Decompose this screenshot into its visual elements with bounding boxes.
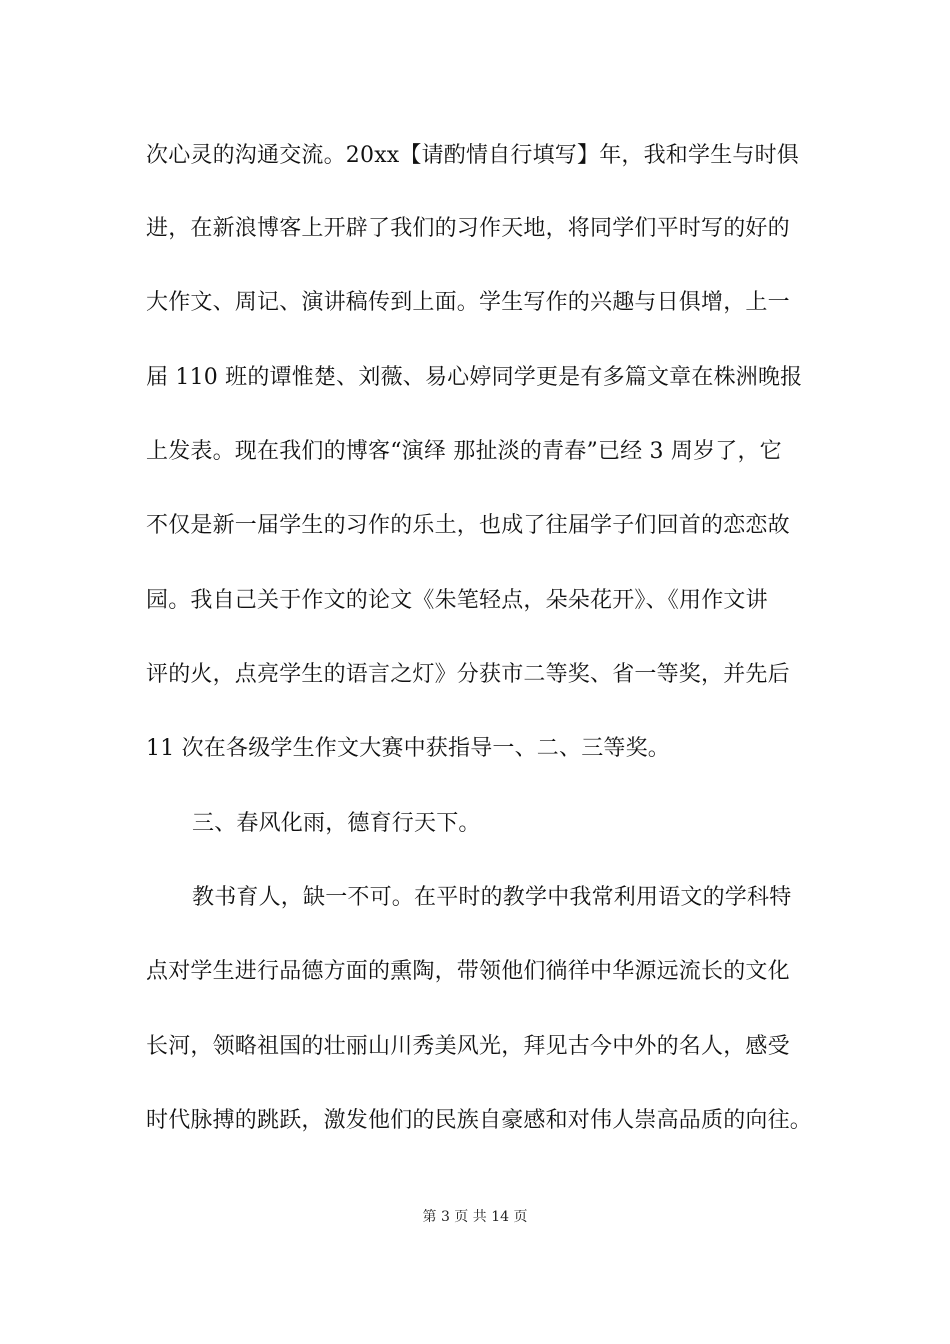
body-text-line: 届 110 班的谭惟楚、刘薇、易心婷同学更是有多篇文章在株洲晚报 — [146, 365, 803, 390]
body-text-line: 进，在新浪博客上开辟了我们的习作天地，将同学们平时写的好的 — [146, 216, 790, 241]
body-text-line: 大作文、周记、演讲稿传到上面。学生写作的兴趣与日俱增，上一 — [146, 290, 790, 315]
body-text-line: 上发表。现在我们的博客“演绎 那扯淡的青春”已经 3 周岁了，它 — [146, 439, 782, 464]
body-text-line: 教书育人，缺一不可。在平时的教学中我常利用语文的学科特 — [192, 885, 792, 910]
body-text-line: 点对学生进行品德方面的熏陶，带领他们徜徉中华源远流长的文化 — [146, 959, 790, 984]
body-text-line: 长河，领略祖国的壮丽山川秀美风光，拜见古今中外的名人，感受 — [146, 1034, 790, 1059]
body-text-line: 次心灵的沟通交流。20xx【请酌情自行填写】年，我和学生与时俱 — [146, 143, 800, 168]
body-text-line: 不仅是新一届学生的习作的乐土，也成了往届学子们回首的恋恋故 — [146, 513, 790, 538]
body-text-line: 评的火，点亮学生的语言之灯》分获市二等奖、省一等奖，并先后 — [146, 662, 790, 687]
body-text-line: 园。我自己关于作文的论文《朱笔轻点，朵朵花开》、《用作文讲 — [146, 588, 768, 613]
page-footer: 第 3 页 共 14 页 — [422, 1209, 528, 1225]
body-text-line: 时代脉搏的跳跃，激发他们的民族自豪感和对伟人崇高品质的向往。 — [146, 1108, 813, 1133]
section-heading: 三、春风化雨，德育行天下。 — [192, 811, 481, 836]
body-text-line: 11 次在各级学生作文大赛中获指导一、二、三等奖。 — [146, 736, 670, 761]
